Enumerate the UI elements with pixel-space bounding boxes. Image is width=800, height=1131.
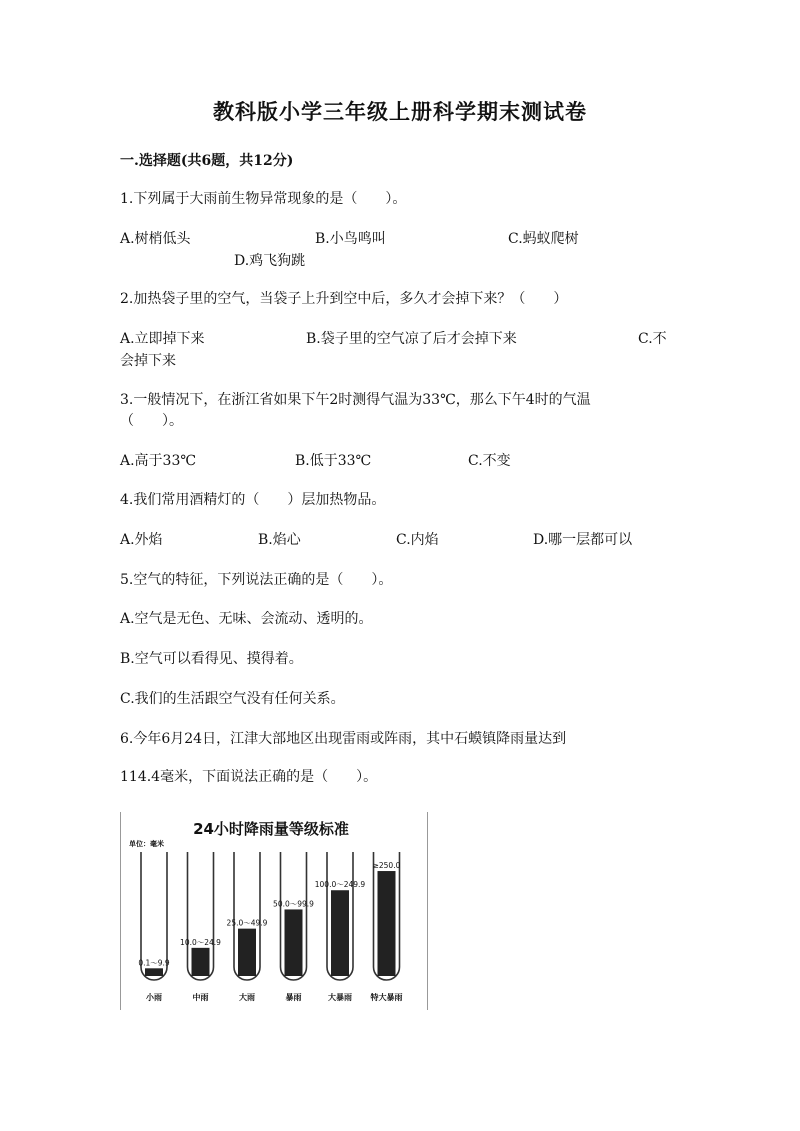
q2-option-a: A.立即掉下来 — [120, 331, 205, 347]
question-3-stem: 3.一般情况下，在浙江省如果下午2时测得气温为33℃，那么下午4时的气温 — [120, 392, 591, 408]
q1-option-a: A.树梢低头 — [120, 231, 191, 247]
question-4-stem: 4.我们常用酒精灯的（ ）层加热物品。 — [120, 492, 386, 508]
bar-range-label-4: 100.0～249.9 — [314, 880, 366, 890]
bar-range-label-0: 0.1～9.9 — [138, 958, 170, 968]
category-label-3: 暴雨 — [285, 993, 302, 1002]
bar-0 — [145, 968, 163, 976]
question-5-stem: 5.空气的特征，下列说法正确的是（ ）。 — [120, 572, 393, 588]
bar-range-label-3: 50.0～99.9 — [273, 899, 314, 909]
q4-option-b: B.焰心 — [258, 532, 301, 548]
bar-range-label-5: ≥250.0 — [372, 861, 401, 871]
q4-option-d: D.哪一层都可以 — [533, 532, 633, 548]
q5-option-b: B.空气可以看得见、摸得着。 — [120, 651, 303, 667]
q2-option-b: B.袋子里的空气凉了后才会掉下来 — [306, 331, 517, 347]
rainfall-chart-svg — [121, 812, 427, 1010]
bar-range-label-1: 10.0～24.9 — [180, 937, 221, 947]
section-heading: 一.选择题(共6题，共12分) — [120, 153, 294, 169]
rainfall-chart — [120, 812, 428, 1010]
q4-option-a: A.外焰 — [120, 532, 163, 548]
chart-title: 24小时降雨量等级标准 — [193, 820, 349, 838]
question-1-stem: 1.下列属于大雨前生物异常现象的是（ ）。 — [120, 191, 407, 207]
q1-option-b: B.小鸟鸣叫 — [315, 231, 386, 247]
question-2-stem: 2.加热袋子里的空气，当袋子上升到空中后，多久才会掉下来？（ ） — [120, 291, 568, 307]
category-label-0: 小雨 — [146, 993, 162, 1002]
bar-2 — [238, 929, 256, 976]
question-3-stem-continued: （ ）。 — [120, 413, 183, 429]
bar-3 — [285, 909, 303, 976]
bar-range-label-2: 25.0～49.9 — [226, 918, 268, 928]
bar-1 — [192, 948, 210, 976]
category-label-5: 特大暴雨 — [370, 993, 403, 1002]
chart-unit-label: 单位：毫米 — [129, 840, 164, 848]
q1-option-d: D.鸡飞狗跳 — [234, 253, 306, 269]
category-label-2: 大雨 — [239, 993, 255, 1002]
q5-option-c: C.我们的生活跟空气没有任何关系。 — [120, 691, 345, 707]
bar-4 — [331, 890, 349, 976]
category-label-1: 中雨 — [192, 993, 209, 1002]
question-6-stem-continued: 114.4毫米，下面说法正确的是（ ）。 — [120, 769, 378, 785]
q4-option-c: C.内焰 — [396, 532, 439, 548]
category-label-4: 大暴雨 — [328, 993, 352, 1002]
q3-option-b: B.低于33℃ — [295, 453, 372, 469]
page-title: 教科版小学三年级上册科学期末测试卷 — [213, 99, 587, 124]
q3-option-a: A.高于33℃ — [120, 453, 197, 469]
q1-option-c: C.蚂蚁爬树 — [508, 231, 579, 247]
bar-5 — [378, 871, 396, 976]
q2-option-c: C.不 — [638, 331, 667, 347]
q2-option-c-continued: 会掉下来 — [120, 353, 176, 369]
q3-option-c: C.不变 — [468, 453, 511, 469]
q5-option-a: A.空气是无色、无味、会流动、透明的。 — [120, 611, 373, 627]
question-6-stem: 6.今年6月24日，江津大部地区出现雷雨或阵雨，其中石蟆镇降雨量达到 — [120, 731, 567, 747]
